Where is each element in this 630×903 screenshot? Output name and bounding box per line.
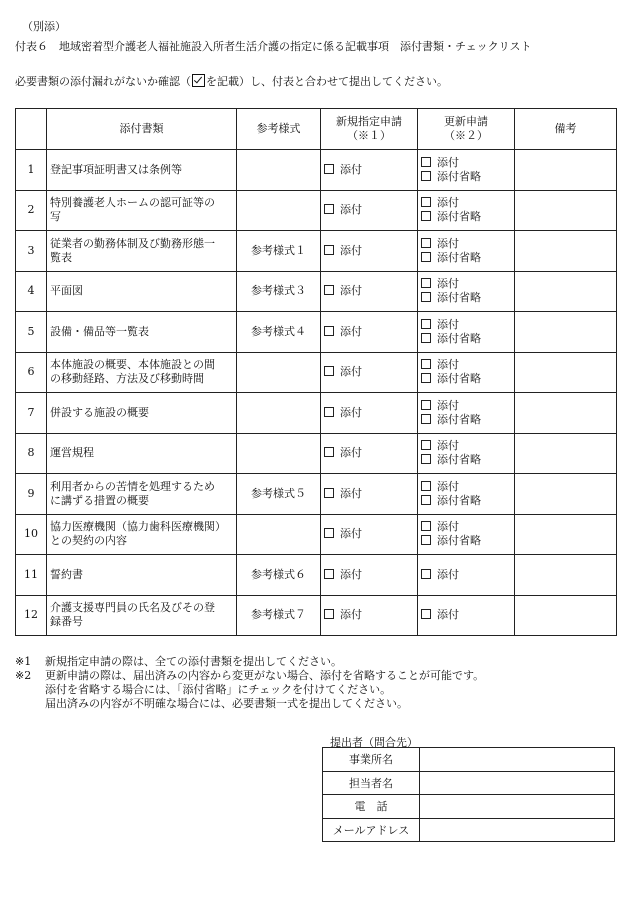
row-number: 1 — [16, 150, 47, 191]
renewal-attach-option[interactable] — [421, 568, 511, 582]
renewal-omit-checkbox[interactable] — [421, 211, 431, 221]
new-attach-option[interactable] — [324, 203, 414, 217]
renewal-omit-checkbox[interactable] — [421, 414, 431, 424]
new-application-cell — [321, 474, 418, 515]
renewal-omit-checkbox[interactable] — [421, 373, 431, 383]
renewal-attach-checkbox[interactable] — [421, 197, 431, 207]
renewal-attach-option[interactable] — [421, 318, 511, 332]
renewal-omit-label: 添付省略 — [437, 372, 481, 386]
table-row — [16, 352, 617, 393]
reference-form — [237, 150, 321, 191]
renewal-attach-option[interactable] — [421, 277, 511, 291]
renewal-application-cell — [418, 433, 515, 474]
renewal-omit-label: 添付省略 — [437, 493, 481, 507]
row-number: 10 — [16, 514, 47, 555]
row-number: 8 — [16, 433, 47, 474]
checklist-table — [15, 108, 617, 636]
document-name-line: 写 — [50, 210, 61, 224]
reference-form: 参考様式１ — [237, 231, 321, 272]
document-name-line: に講ずる措置の概要 — [50, 493, 149, 507]
new-application-cell — [321, 514, 418, 555]
renewal-attach-label: 添付 — [437, 196, 459, 210]
renewal-attach-label: 添付 — [437, 277, 459, 291]
new-attach-checkbox[interactable] — [324, 407, 334, 417]
row-number: 6 — [16, 352, 47, 393]
header-reference: 参考様式 — [237, 109, 321, 150]
new-attach-checkbox[interactable] — [324, 204, 334, 214]
contact-value-field[interactable] — [420, 748, 615, 772]
renewal-attach-checkbox[interactable] — [421, 521, 431, 531]
new-attach-checkbox[interactable] — [324, 164, 334, 174]
remarks-cell[interactable] — [515, 514, 617, 555]
document-name-line: 録番号 — [50, 615, 83, 629]
renewal-omit-label: 添付省略 — [437, 169, 481, 183]
new-attach-label: 添付 — [340, 284, 362, 298]
remarks-cell[interactable] — [515, 312, 617, 353]
contact-row — [323, 771, 615, 795]
renewal-attach-label: 添付 — [437, 439, 459, 453]
note-item — [15, 669, 484, 711]
row-number: 4 — [16, 271, 47, 312]
reference-form: 参考様式６ — [237, 555, 321, 596]
table-row — [16, 393, 617, 434]
renewal-application-cell — [418, 271, 515, 312]
row-number: 3 — [16, 231, 47, 272]
renewal-omit-label: 添付省略 — [437, 534, 481, 548]
row-number: 12 — [16, 595, 47, 636]
table-row — [16, 190, 617, 231]
row-number: 2 — [16, 190, 47, 231]
renewal-omit-label: 添付省略 — [437, 250, 481, 264]
note-text — [45, 669, 484, 711]
new-attach-checkbox[interactable] — [324, 366, 334, 376]
renewal-attach-option[interactable] — [421, 480, 511, 494]
remarks-cell[interactable] — [515, 190, 617, 231]
header-new-application — [321, 109, 418, 150]
renewal-omit-option[interactable] — [421, 332, 511, 346]
renewal-attach-label: 添付 — [437, 398, 459, 412]
reference-form — [237, 190, 321, 231]
reference-form: 参考様式３ — [237, 271, 321, 312]
table-row — [16, 595, 617, 636]
renewal-attach-option[interactable] — [421, 520, 511, 534]
table-row — [16, 474, 617, 515]
checkmark-box-icon — [192, 74, 205, 87]
renewal-omit-checkbox[interactable] — [421, 495, 431, 505]
renewal-omit-label: 添付省略 — [437, 291, 481, 305]
document-name — [47, 595, 237, 636]
renewal-attach-checkbox[interactable] — [421, 400, 431, 410]
renewal-omit-option[interactable] — [421, 413, 511, 427]
renewal-attach-checkbox[interactable] — [421, 440, 431, 450]
contact-table — [322, 747, 615, 842]
renewal-application-cell — [418, 150, 515, 191]
remarks-cell[interactable] — [515, 271, 617, 312]
new-attach-label: 添付 — [340, 243, 362, 257]
new-attach-checkbox[interactable] — [324, 245, 334, 255]
reference-form — [237, 393, 321, 434]
renewal-omit-option[interactable] — [421, 453, 511, 467]
renewal-attach-checkbox[interactable] — [421, 319, 431, 329]
header-no — [16, 109, 47, 150]
document-name-line: 登記事項証明書又は条例等 — [50, 162, 182, 176]
renewal-attach-checkbox[interactable] — [421, 238, 431, 248]
renewal-attach-label: 添付 — [437, 317, 459, 331]
renewal-omit-checkbox[interactable] — [421, 333, 431, 343]
new-application-cell — [321, 150, 418, 191]
instruction-text-after: を記載）し、付表と合わせて提出してください。 — [206, 75, 448, 88]
document-name-line: 本体施設の概要、本体施設との間 — [50, 358, 215, 372]
new-attach-label: 添付 — [340, 162, 362, 176]
new-attach-label: 添付 — [340, 527, 362, 541]
new-attach-checkbox[interactable] — [324, 569, 334, 579]
contact-label: メールアドレス — [323, 818, 420, 842]
row-number: 5 — [16, 312, 47, 353]
renewal-application-cell — [418, 190, 515, 231]
renewal-attach-option[interactable] — [421, 156, 511, 170]
remarks-cell[interactable] — [515, 393, 617, 434]
document-name — [47, 231, 237, 272]
renewal-omit-label: 添付省略 — [437, 453, 481, 467]
document-name — [47, 271, 237, 312]
renewal-attach-option[interactable] — [421, 608, 511, 622]
contact-row — [323, 748, 615, 772]
new-application-cell — [321, 595, 418, 636]
renewal-application-cell — [418, 231, 515, 272]
document-name-line: との契約の内容 — [50, 534, 127, 548]
renewal-attach-label: 添付 — [437, 520, 459, 534]
renewal-omit-option[interactable] — [421, 494, 511, 508]
new-attach-label: 添付 — [340, 405, 362, 419]
renewal-attach-checkbox[interactable] — [421, 157, 431, 167]
instruction-text — [15, 73, 448, 89]
renewal-attach-option[interactable] — [421, 196, 511, 210]
note-item — [15, 655, 484, 669]
contact-label: 事業所名 — [323, 748, 420, 772]
renewal-application-cell — [418, 595, 515, 636]
new-attach-checkbox[interactable] — [324, 326, 334, 336]
renewal-omit-option[interactable] — [421, 372, 511, 386]
reference-form: 参考様式５ — [237, 474, 321, 515]
remarks-cell[interactable] — [515, 474, 617, 515]
renewal-omit-option[interactable] — [421, 170, 511, 184]
notes — [15, 655, 484, 711]
reference-form: 参考様式７ — [237, 595, 321, 636]
document-name — [47, 393, 237, 434]
document-name — [47, 190, 237, 231]
renewal-omit-checkbox[interactable] — [421, 171, 431, 181]
document-name-line: 覧表 — [50, 250, 72, 264]
renewal-omit-option[interactable] — [421, 291, 511, 305]
new-attach-option[interactable] — [324, 608, 414, 622]
document-name — [47, 555, 237, 596]
renewal-attach-option[interactable] — [421, 237, 511, 251]
renewal-attach-checkbox[interactable] — [421, 481, 431, 491]
renewal-omit-option[interactable] — [421, 534, 511, 548]
table-row — [16, 433, 617, 474]
renewal-attach-checkbox[interactable] — [421, 569, 431, 579]
new-application-cell — [321, 433, 418, 474]
new-application-cell — [321, 190, 418, 231]
renewal-omit-checkbox[interactable] — [421, 252, 431, 262]
contact-value-field[interactable] — [420, 795, 615, 819]
renewal-attach-option[interactable] — [421, 399, 511, 413]
renewal-attach-option[interactable] — [421, 439, 511, 453]
contact-label: 担当者名 — [323, 771, 420, 795]
row-number: 7 — [16, 393, 47, 434]
contact-row — [323, 818, 615, 842]
document-title: 付表６ 地域密着型介護老人福祉施設入所者生活介護の指定に係る記載事項 添付書類・チェックリスト — [15, 40, 532, 53]
reference-form: 参考様式４ — [237, 312, 321, 353]
table-row — [16, 555, 617, 596]
renewal-application-cell — [418, 352, 515, 393]
remarks-cell[interactable] — [515, 433, 617, 474]
new-attach-checkbox[interactable] — [324, 609, 334, 619]
new-attach-option[interactable] — [324, 244, 414, 258]
reference-form — [237, 352, 321, 393]
contact-row — [323, 795, 615, 819]
remarks-cell[interactable] — [515, 231, 617, 272]
renewal-omit-option[interactable] — [421, 251, 511, 265]
document-name — [47, 312, 237, 353]
header-remarks: 備考 — [515, 109, 617, 150]
note-line: 添付を省略する場合には、「添付省略」にチェックを付けてください。 — [45, 683, 392, 696]
submitter-label: 提出者（問合先） — [330, 736, 418, 749]
document-name-line: 設備・備品等一覧表 — [50, 324, 149, 338]
document-name-line: 介護支援専門員の氏名及びその登 — [50, 601, 215, 615]
header-renewal-application — [418, 109, 515, 150]
renewal-omit-label: 添付省略 — [437, 412, 481, 426]
renewal-attach-label: 添付 — [437, 567, 459, 581]
header-renewal-line1: 更新申請 — [444, 115, 488, 128]
header-new-line2: （※１） — [347, 129, 391, 142]
new-attach-label: 添付 — [340, 203, 362, 217]
document-name-line: の移動経路、方法及び移動時間 — [50, 372, 204, 386]
renewal-application-cell — [418, 514, 515, 555]
table-header-row — [16, 109, 617, 150]
renewal-attach-label: 添付 — [437, 358, 459, 372]
new-attach-label: 添付 — [340, 446, 362, 460]
table-row — [16, 231, 617, 272]
note-line: 届出済みの内容が不明確な場合には、必要書類一式を提出してください。 — [45, 697, 408, 710]
document-name-line: 併設する施設の概要 — [50, 405, 149, 419]
reference-form — [237, 433, 321, 474]
contact-label: 電 話 — [323, 795, 420, 819]
renewal-attach-checkbox[interactable] — [421, 278, 431, 288]
contact-value-field[interactable] — [420, 818, 615, 842]
note-text — [45, 655, 342, 669]
new-attach-checkbox[interactable] — [324, 488, 334, 498]
document-name — [47, 514, 237, 555]
new-application-cell — [321, 352, 418, 393]
remarks-cell[interactable] — [515, 150, 617, 191]
renewal-omit-checkbox[interactable] — [421, 292, 431, 302]
remarks-cell[interactable] — [515, 595, 617, 636]
contact-value-field[interactable] — [420, 771, 615, 795]
header-document: 添付書類 — [47, 109, 237, 150]
document-name-line: 従業者の勤務体制及び勤務形態一 — [50, 236, 215, 250]
new-attach-label: 添付 — [340, 365, 362, 379]
new-attach-checkbox[interactable] — [324, 528, 334, 538]
renewal-application-cell — [418, 555, 515, 596]
document-name — [47, 474, 237, 515]
row-number: 9 — [16, 474, 47, 515]
new-application-cell — [321, 555, 418, 596]
renewal-omit-option[interactable] — [421, 210, 511, 224]
row-number: 11 — [16, 555, 47, 596]
document-name-line: 協力医療機関（協力歯科医療機関） — [50, 520, 226, 534]
renewal-application-cell — [418, 474, 515, 515]
new-attach-option[interactable] — [324, 568, 414, 582]
new-application-cell — [321, 231, 418, 272]
renewal-attach-label: 添付 — [437, 236, 459, 250]
new-attach-option[interactable] — [324, 487, 414, 501]
new-attach-option[interactable] — [324, 284, 414, 298]
document-name-line: 平面図 — [50, 284, 83, 298]
renewal-application-cell — [418, 393, 515, 434]
table-row — [16, 312, 617, 353]
new-attach-option[interactable] — [324, 325, 414, 339]
document-name — [47, 433, 237, 474]
new-application-cell — [321, 393, 418, 434]
document-name-line: 運営規程 — [50, 446, 94, 460]
new-attach-option[interactable] — [324, 365, 414, 379]
note-line: 更新申請の際は、届出済みの内容から変更がない場合、添付を省略することが可能です。 — [45, 669, 485, 682]
renewal-attach-checkbox[interactable] — [421, 609, 431, 619]
note-line: 新規指定申請の際は、全ての添付書類を提出してください。 — [45, 655, 342, 668]
new-attach-option[interactable] — [324, 163, 414, 177]
new-attach-checkbox[interactable] — [324, 447, 334, 457]
table-row — [16, 150, 617, 191]
new-attach-checkbox[interactable] — [324, 285, 334, 295]
renewal-attach-checkbox[interactable] — [421, 359, 431, 369]
renewal-attach-label: 添付 — [437, 608, 459, 622]
reference-form — [237, 514, 321, 555]
new-application-cell — [321, 312, 418, 353]
renewal-attach-label: 添付 — [437, 479, 459, 493]
document-name-line: 誓約書 — [50, 567, 83, 581]
new-attach-label: 添付 — [340, 324, 362, 338]
new-attach-label: 添付 — [340, 567, 362, 581]
new-attach-option[interactable] — [324, 527, 414, 541]
new-application-cell — [321, 271, 418, 312]
document-name-line: 特別養護老人ホームの認可証等の — [50, 196, 215, 210]
table-row — [16, 514, 617, 555]
table-row — [16, 271, 617, 312]
document-name — [47, 352, 237, 393]
annex-label: （別添） — [22, 20, 66, 33]
document-name-line: 利用者からの苦情を処理するため — [50, 479, 215, 493]
renewal-omit-label: 添付省略 — [437, 331, 481, 345]
new-attach-option[interactable] — [324, 446, 414, 460]
new-attach-option[interactable] — [324, 406, 414, 420]
new-attach-label: 添付 — [340, 608, 362, 622]
remarks-cell[interactable] — [515, 352, 617, 393]
new-attach-label: 添付 — [340, 486, 362, 500]
note-mark: ※1 — [15, 655, 32, 668]
renewal-attach-option[interactable] — [421, 358, 511, 372]
header-renewal-line2: （※２） — [444, 129, 488, 142]
header-new-line1: 新規指定申請 — [336, 115, 402, 128]
renewal-application-cell — [418, 312, 515, 353]
document-name — [47, 150, 237, 191]
renewal-omit-checkbox[interactable] — [421, 454, 431, 464]
note-mark: ※2 — [15, 669, 32, 682]
renewal-omit-checkbox[interactable] — [421, 535, 431, 545]
instruction-text-before: 必要書類の添付漏れがないか確認（ — [15, 75, 191, 88]
remarks-cell[interactable] — [515, 555, 617, 596]
renewal-attach-label: 添付 — [437, 155, 459, 169]
renewal-omit-label: 添付省略 — [437, 210, 481, 224]
